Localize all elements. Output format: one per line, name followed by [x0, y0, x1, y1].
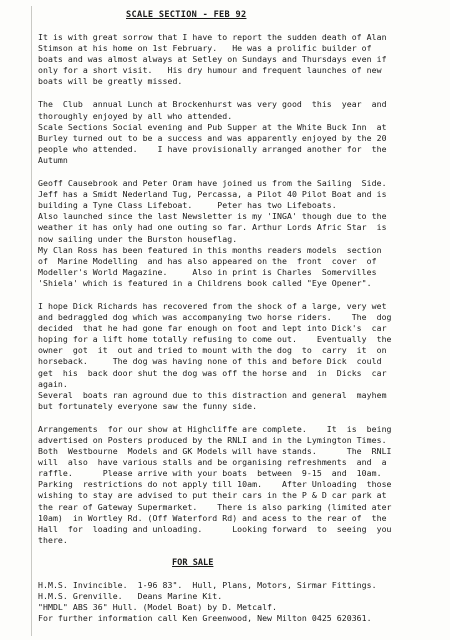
text-line: hoping for a lift home totally refusing to come out. Eventually the: [38, 334, 392, 345]
text-line: Also launched since the last Newsletter is my 'INGA' though due to the: [38, 211, 387, 222]
text-line: Hall for loading and unloading. Looking forward to seeing you: [38, 523, 392, 534]
text-line: again.: [38, 378, 68, 389]
text-line: Stimson at his home on 1st February. He was a prolific builder of: [38, 43, 372, 54]
page-edge-mark: [31, 6, 32, 636]
text-line: Autumn: [38, 154, 68, 165]
text-line: Geoff Causebrook and Peter Oram have joined us from the Sailing Side.: [38, 178, 387, 189]
text-line: building a Tyne Class Lifeboat. Peter has two Lifeboats.: [38, 200, 337, 211]
text-line: the rear of Gateway Supermarket. There is also parking (limited ater: [38, 501, 392, 512]
text-line: boats will be greatly missed.: [38, 76, 183, 87]
text-line: horseback. The dog was having none of this and before Dick could: [38, 356, 382, 367]
page-heading: SCALE SECTION - FEB 92: [126, 10, 247, 20]
for-sale-item: H.M.S. Invincible. 1-96 83". Hull, Plans, Motors, Sirmar Fittings.: [38, 579, 377, 590]
paragraph: [38, 178, 430, 289]
text-line: there.: [38, 534, 68, 545]
text-line: get his back door shut the dog was off the horse and in Dicks car: [38, 367, 387, 378]
text-line: Both Westbourne Models and GK Models will have stands. The RNLI: [38, 446, 392, 457]
text-line: Scale Sections Social evening and Pub Supper at the White Buck Inn at: [38, 121, 387, 132]
article-body: [38, 32, 430, 546]
text-line: wishing to stay are advised to put their cars in the P & D car park at: [38, 490, 387, 501]
text-line: of Marine Modelling and has also appeared on the front cover of: [38, 255, 377, 266]
text-line: people who attended. I have provisionally arranged another for the: [38, 143, 387, 154]
paragraph: [38, 32, 430, 87]
text-line: Burley turned out to be a success and was apparently enjoyed by the 20: [38, 132, 387, 143]
text-line: now sailing under the Burston houseflag.: [38, 233, 238, 244]
text-line: The Club annual Lunch at Brockenhurst was very good this year and: [38, 99, 387, 110]
text-line: advertised on Posters produced by the RNLI and in the Lymington Times.: [38, 435, 387, 445]
text-line: Several boats ran aground due to this distraction and general mayhem: [38, 389, 387, 400]
text-line: decided that he had gone far enough on foot and lept into Dick's car: [38, 323, 387, 334]
text-line: I hope Dick Richards has recovered from the shock of a large, very wet: [38, 300, 387, 311]
text-line: only for a short visit. His dry humour and frequent launches of new: [38, 65, 382, 76]
text-line: Modeller's World Magazine. Also in print is Charles Somervilles: [38, 266, 377, 277]
text-line: Parking restrictions do not apply till 10am. After Unloading those: [38, 479, 392, 490]
for-sale-heading: FOR SALE: [172, 557, 214, 568]
for-sale-item: H.M.S. Grenville. Deans Marine Kit.: [38, 591, 223, 602]
text-line: owner got it out and tried to mount with the dog to carry it on: [38, 345, 387, 356]
text-line: but fortunately everyone saw the funny side.: [38, 400, 258, 411]
text-line: Jeff has a Smidt Nederland Tug, Percassa, a Pilot 40 Pilot Boat and is: [38, 189, 387, 200]
paragraph: [38, 424, 430, 546]
text-line: raffle. Please arrive with your boats between 9-15 and 10am.: [38, 468, 382, 479]
text-line: My Clan Ross has been featured in this months readers models section: [38, 244, 382, 255]
text-line: and bedraggled dog which was accompanying two horse riders. The dog: [38, 312, 392, 323]
for-sale-item: For further information call Ken Greenwood, New Milton 0425 620361.: [38, 613, 372, 624]
text-line: Arrangements for our show at Highcliffe are complete. It is being: [38, 423, 392, 434]
text-line: It is with great sorrow that I have to report the sudden death of Alan: [38, 32, 387, 42]
paragraph: [38, 301, 430, 412]
for-sale-item: "HMDL" ABS 36" Hull. (Model Boat) by D. Metcalf.: [38, 602, 278, 613]
text-line: boats and was almost always at Setley on Sundays and Thursdays even if: [38, 54, 387, 65]
text-line: thoroughly enjoyed by all who attended.: [38, 110, 233, 121]
text-line: 10am) in Wortley Rd. (Off Waterford Rd) and acess to the rear of the: [38, 512, 387, 523]
for-sale-list: [38, 580, 430, 624]
text-line: 'Shiela' which is featured in a Childrens book called "Eye Opener".: [38, 277, 372, 288]
text-line: weather it has only had one outing so far. Arthur Lords Afric Star is: [38, 222, 387, 233]
paragraph: [38, 99, 430, 166]
text-line: will also have various stalls and be organising refreshments and a: [38, 457, 387, 468]
